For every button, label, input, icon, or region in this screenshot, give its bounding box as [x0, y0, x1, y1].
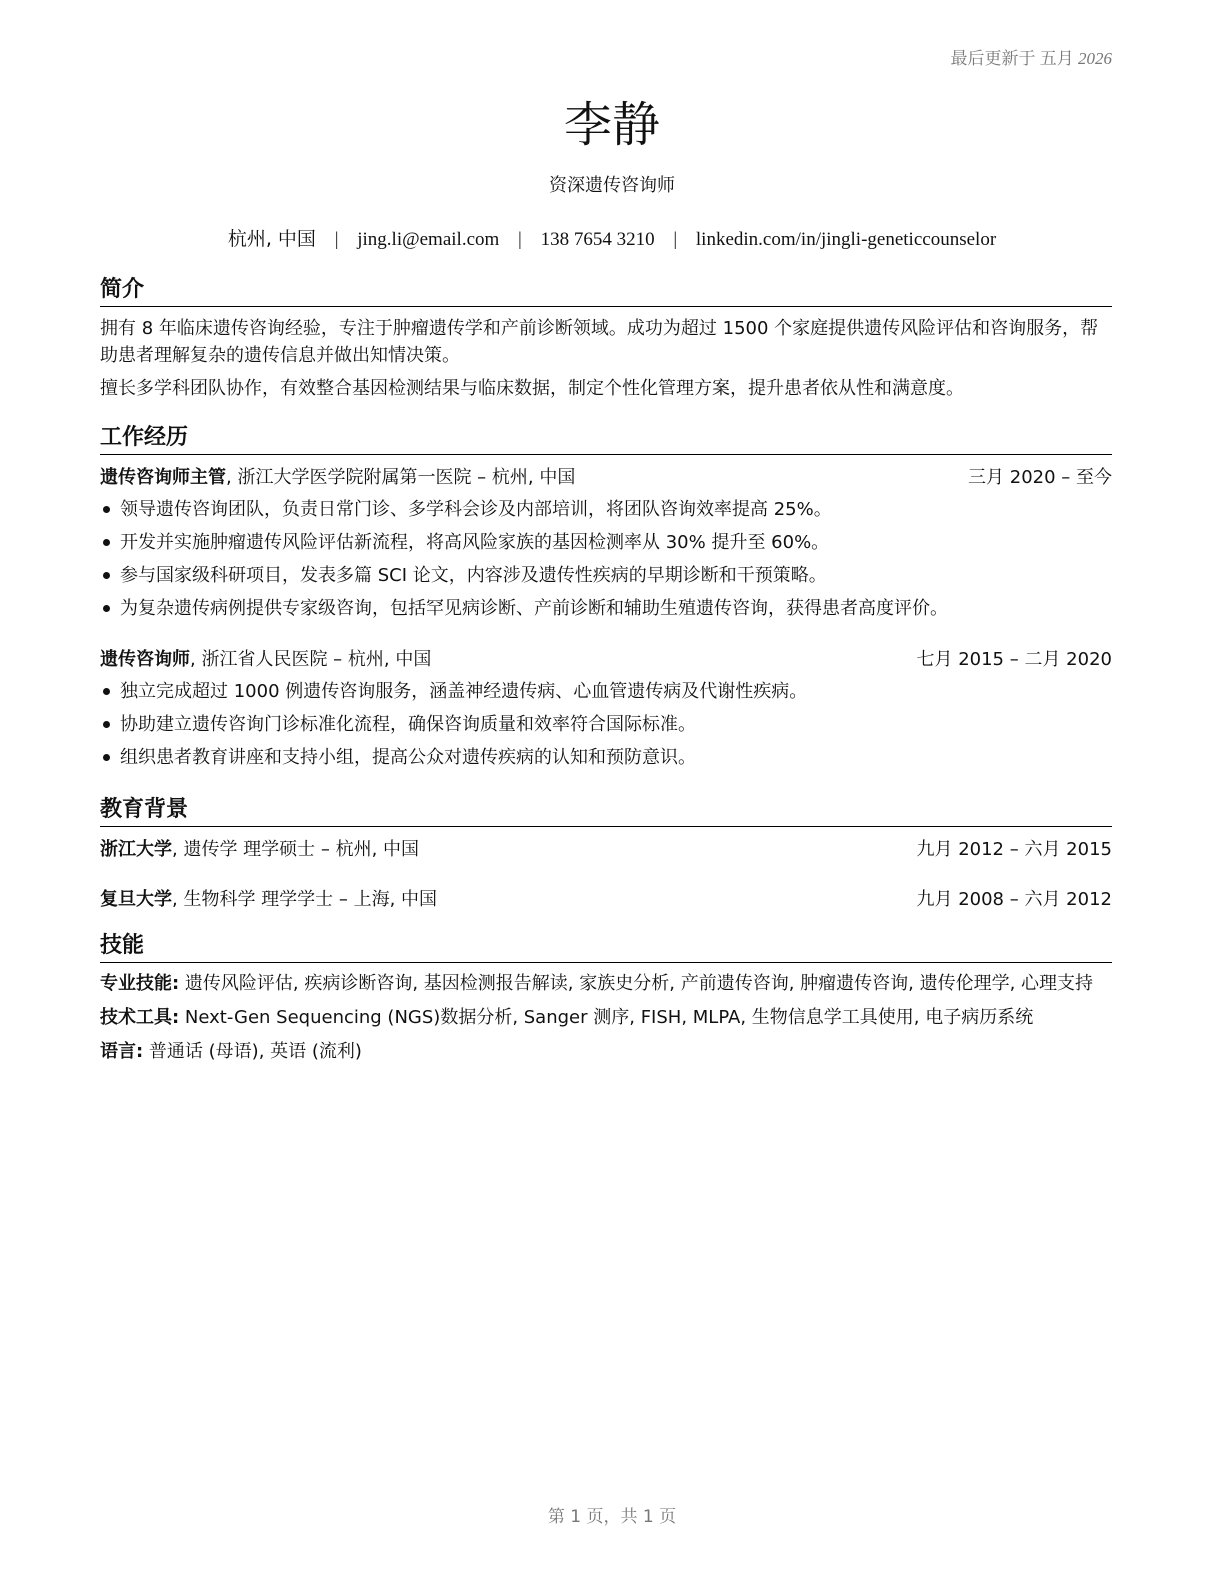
- skill-label: 技术工具:: [100, 1007, 180, 1028]
- contact-email[interactable]: jing.li@email.com: [357, 229, 500, 250]
- job-title: 资深遗传咨询师: [549, 175, 675, 196]
- bullet-item: 为复杂遗传病例提供专家级咨询，包括罕见病诊断、产前诊断和辅助生殖遗传咨询，获得患者高度评价。: [100, 592, 1112, 625]
- school-name: 复旦大学: [100, 889, 172, 910]
- bullet-item: 独立完成超过 1000 例遗传咨询服务，涵盖神经遗传病、心血管遗传病及代谢性疾病。: [100, 675, 1112, 708]
- summary-heading: 简介: [100, 276, 1112, 307]
- contact-separator: |: [673, 229, 678, 250]
- skill-line: [100, 971, 1112, 997]
- job-dates: 七月 2015 – 二月 2020: [916, 649, 1112, 670]
- job-bullets: [100, 675, 1112, 774]
- job-header: [100, 463, 1112, 493]
- bullet-item: 组织患者教育讲座和支持小组，提高公众对遗传疾病的认知和预防意识。: [100, 741, 1112, 774]
- skill-line: [100, 1039, 1112, 1065]
- degree-detail: , 生物科学 理学学士 – 上海, 中国: [172, 889, 438, 910]
- skill-label: 语言:: [100, 1041, 144, 1062]
- bullet-item: 开发并实施肿瘤遗传风险评估新流程，将高风险家族的基因检测率从 30% 提升至 60%。: [100, 526, 1112, 559]
- contact-line: [0, 224, 1224, 251]
- updated-prefix: 最后更新于: [950, 49, 1036, 69]
- degree-detail: , 遗传学 理学硕士 – 杭州, 中国: [172, 839, 420, 860]
- job-org: , 浙江省人民医院 – 杭州, 中国: [190, 649, 432, 670]
- education-entry: [100, 835, 1112, 865]
- education-dates: 九月 2012 – 六月 2015: [916, 839, 1112, 860]
- education-heading: 教育背景: [100, 796, 1112, 827]
- last-updated: [951, 44, 1113, 69]
- skill-text: 遗传风险评估, 疾病诊断咨询, 基因检测报告解读, 家族史分析, 产前遗传咨询, 肿瘤遗传咨询, 遗传伦理学, 心理支持: [179, 973, 1094, 994]
- skill-line: [100, 1005, 1112, 1031]
- job-dates: 三月 2020 – 至今: [968, 467, 1112, 488]
- skills-heading: 技能: [100, 932, 1112, 963]
- bullet-item: 协助建立遗传咨询门诊标准化流程，确保咨询质量和效率符合国际标准。: [100, 708, 1112, 741]
- summary-section: [100, 276, 1112, 408]
- page-footer: 第 1 页，共 1 页: [547, 1507, 677, 1527]
- job-bullets: [100, 493, 1112, 625]
- updated-year: 2026: [1078, 49, 1112, 68]
- contact-phone[interactable]: 138 7654 3210: [540, 229, 655, 250]
- contact-separator: |: [518, 229, 522, 250]
- skill-label: 专业技能:: [100, 973, 180, 994]
- bullet-item: 参与国家级科研项目，发表多篇 SCI 论文，内容涉及遗传性疾病的早期诊断和干预策略。: [100, 559, 1112, 592]
- skill-text: 普通话 (母语), 英语 (流利): [143, 1041, 362, 1062]
- education-section: [100, 796, 1112, 915]
- updated-month: 五月: [1039, 49, 1074, 69]
- summary-paragraph: 拥有 8 年临床遗传咨询经验，专注于肿瘤遗传学和产前诊断领域。成功为超过 1500 个家庭提供遗传风险评估和咨询服务，帮助患者理解复杂的遗传信息并做出知情决策。: [100, 318, 1099, 366]
- job-entry: [100, 463, 1112, 625]
- skills-section: [100, 932, 1112, 1073]
- experience-heading: 工作经历: [100, 424, 1112, 455]
- education-entry: [100, 885, 1112, 915]
- education-dates: 九月 2008 – 六月 2012: [916, 889, 1112, 910]
- job-role: 遗传咨询师: [100, 649, 190, 670]
- bullet-item: 领导遗传咨询团队，负责日常门诊、多学科会诊及内部培训，将团队咨询效率提高 25%。: [100, 493, 1112, 526]
- person-name: 李静: [563, 97, 660, 153]
- contact-separator: |: [334, 229, 339, 250]
- contact-linkedin[interactable]: linkedin.com/in/jingli-geneticcounselor: [695, 229, 997, 250]
- job-entry: [100, 645, 1112, 774]
- experience-section: [100, 424, 1112, 774]
- job-role: 遗传咨询师主管: [100, 467, 226, 488]
- summary-paragraph: 擅长多学科团队协作，有效整合基因检测结果与临床数据，制定个性化管理方案，提升患者依从性和满意度。: [100, 378, 964, 399]
- school-name: 浙江大学: [100, 839, 172, 860]
- job-org: , 浙江大学医学院附属第一医院 – 杭州, 中国: [226, 467, 576, 488]
- contact-location: 杭州, 中国: [227, 228, 316, 250]
- skill-text: Next-Gen Sequencing (NGS)数据分析, Sanger 测序, FISH, MLPA, 生物信息学工具使用, 电子病历系统: [179, 1007, 1034, 1028]
- job-header: [100, 645, 1112, 675]
